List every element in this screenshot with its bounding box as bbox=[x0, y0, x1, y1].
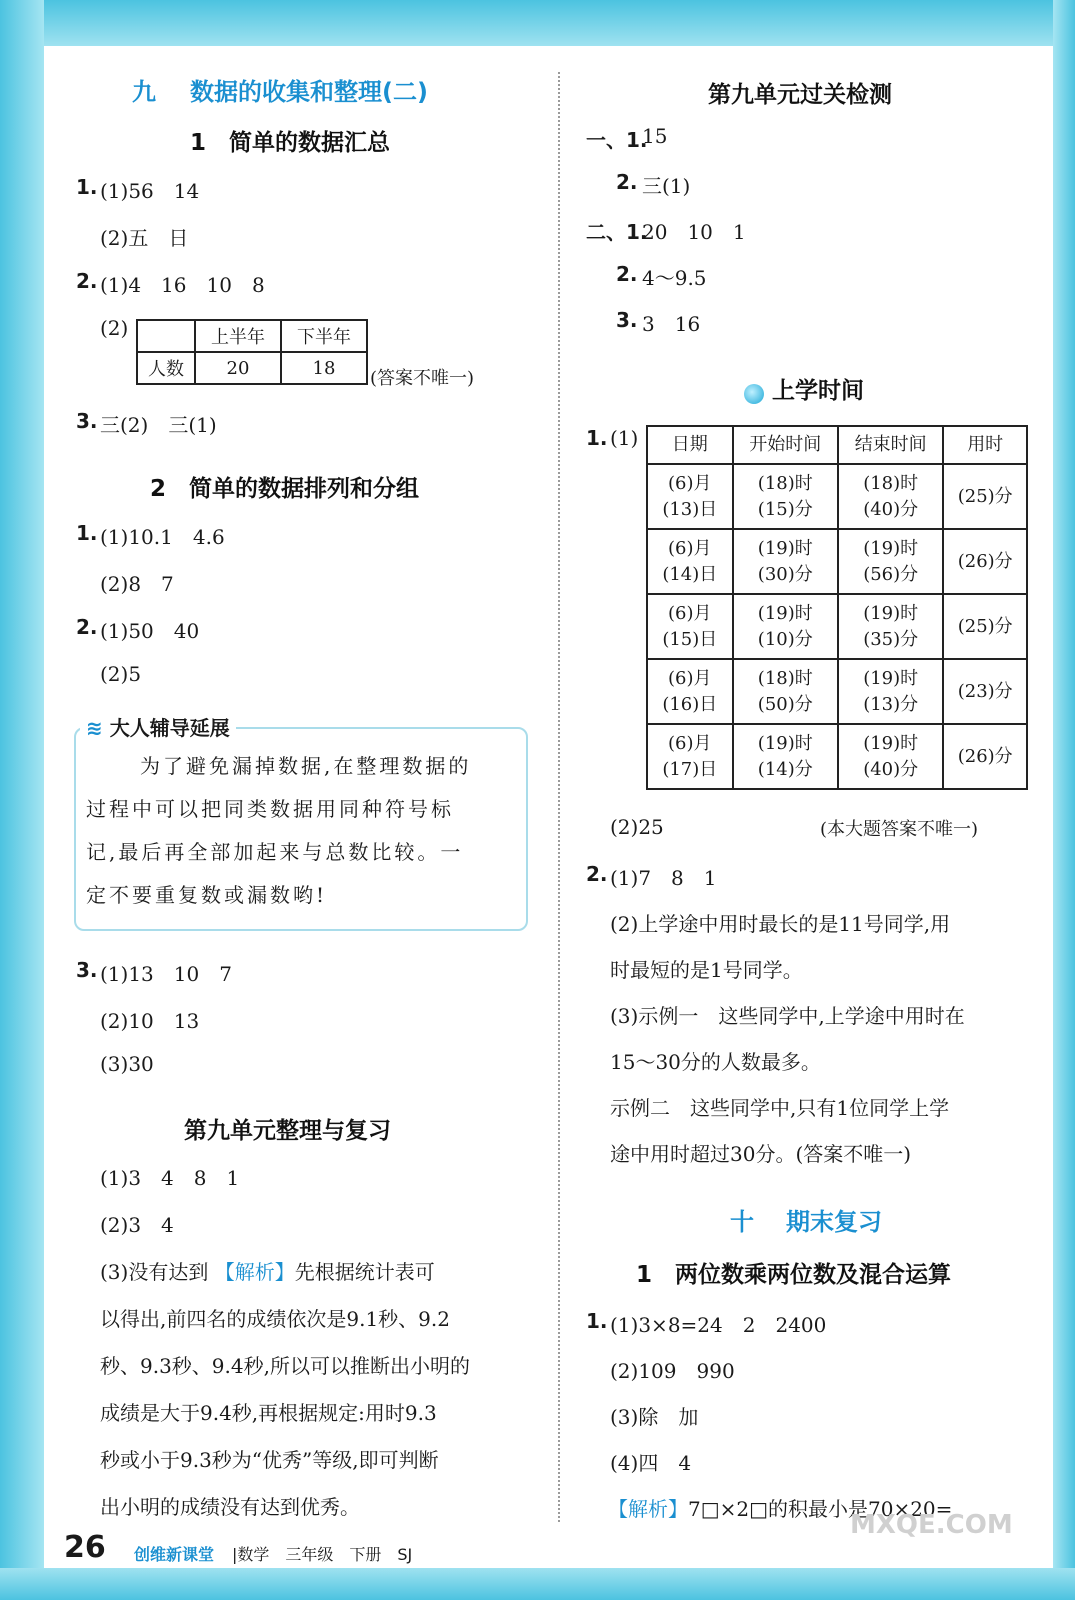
question-number: 1. bbox=[586, 1309, 608, 1333]
question-number: 2. bbox=[76, 615, 98, 639]
chapter-number: 十 bbox=[730, 1208, 754, 1236]
question-number: 2. bbox=[616, 262, 638, 286]
book-info: |数学 三年级 下册 SJ bbox=[232, 1545, 413, 1564]
table-header: 结束时间 bbox=[838, 426, 943, 464]
analysis-tag: 【解析】 bbox=[214, 1260, 295, 1284]
section-title-1: 1 简单的数据汇总 bbox=[190, 130, 391, 156]
table-cell: (18)时 (50)分 bbox=[733, 659, 838, 724]
table-cell bbox=[137, 320, 195, 352]
answer-table-half-year bbox=[136, 319, 368, 385]
tip-line: 定不要重复数或漏数哟! bbox=[86, 883, 328, 907]
answer-line bbox=[610, 1092, 949, 1121]
table-row bbox=[647, 594, 1027, 659]
table-cell: (19)时 (35)分 bbox=[838, 594, 943, 659]
answer-line: (2)5 bbox=[100, 662, 142, 686]
tip-title-text: 大人辅导延展 bbox=[109, 716, 230, 740]
question-number: 3. bbox=[616, 308, 638, 332]
analysis-text: 7□×2□的积最小是70×20= bbox=[688, 1497, 953, 1521]
table-header: 下半年 bbox=[281, 320, 367, 352]
table-cell: (18)时 (40)分 bbox=[838, 464, 943, 529]
table-cell: (19)时 (30)分 bbox=[733, 529, 838, 594]
section-title-review: 第九单元整理与复习 bbox=[184, 1118, 391, 1144]
answer-line: (3)30 bbox=[100, 1052, 154, 1076]
tip-title bbox=[80, 712, 236, 741]
answer-line: (2)五 日 bbox=[100, 226, 189, 250]
answer-line: (2)10 13 bbox=[100, 1009, 200, 1033]
answer-part: (1) bbox=[610, 426, 639, 450]
example-label: (3)示例一 bbox=[610, 1004, 699, 1028]
column-divider bbox=[558, 72, 560, 1522]
section-title-2: 2 简单的数据排列和分组 bbox=[150, 476, 420, 502]
answer-line: 时最短的是1号同学。 bbox=[610, 958, 803, 982]
table-header: 上半年 bbox=[195, 320, 281, 352]
answer-line: (1)4 16 10 8 bbox=[100, 273, 265, 297]
answer-line: (1)3 4 8 1 bbox=[100, 1166, 240, 1190]
page-border-left bbox=[0, 0, 44, 1600]
watermark: MXQE.COM bbox=[850, 1510, 1013, 1540]
table-row-label: 人数 bbox=[137, 352, 195, 384]
answer-line: 15～30分的人数最多。 bbox=[610, 1050, 821, 1074]
analysis-text: 先根据统计表可 bbox=[294, 1260, 435, 1284]
table-header: 开始时间 bbox=[733, 426, 838, 464]
tip-line: 过程中可以把同类数据用同种符号标 bbox=[86, 797, 454, 821]
table-cell: (6)月 (15)日 bbox=[647, 594, 733, 659]
section-heading-school-time bbox=[744, 372, 864, 405]
bullet-circle-icon bbox=[744, 384, 764, 404]
question-number: 3. bbox=[76, 409, 98, 433]
table-cell: (25)分 bbox=[943, 594, 1027, 659]
example-text: 这些同学中,只有1位同学上学 bbox=[690, 1096, 950, 1120]
question-number: 一、1. bbox=[586, 128, 648, 152]
table-header: 日期 bbox=[647, 426, 733, 464]
analysis-tag: 【解析】 bbox=[608, 1497, 688, 1521]
answer-line bbox=[610, 1000, 965, 1029]
table-cell: (19)时 (14)分 bbox=[733, 724, 838, 789]
table-cell: (25)分 bbox=[943, 464, 1027, 529]
answer-note: (答案不唯一) bbox=[370, 368, 475, 389]
table-cell: (23)分 bbox=[943, 659, 1027, 724]
answer-line: (1)56 14 bbox=[100, 179, 200, 203]
table-cell: (19)时 (40)分 bbox=[838, 724, 943, 789]
example-label: 示例二 bbox=[610, 1096, 670, 1120]
test-title: 第九单元过关检测 bbox=[708, 82, 892, 108]
answer-line bbox=[100, 1256, 435, 1285]
answer-note: (本大题答案不唯一) bbox=[820, 819, 979, 840]
question-number: 3. bbox=[76, 958, 98, 982]
page-number: 26 bbox=[64, 1530, 106, 1565]
table-cell: (26)分 bbox=[943, 529, 1027, 594]
table-cell: (26)分 bbox=[943, 724, 1027, 789]
table-cell: 18 bbox=[281, 352, 367, 384]
question-number: 二、1. bbox=[586, 220, 648, 244]
chapter-number: 九 bbox=[132, 78, 156, 106]
page-border-top bbox=[0, 0, 1075, 46]
answer-line: 20 10 1 bbox=[642, 220, 746, 244]
school-time-table bbox=[646, 425, 1028, 790]
brand-name: 创维新课堂 bbox=[134, 1545, 215, 1564]
question-number: 1. bbox=[76, 521, 98, 545]
table-cell: (6)月 (14)日 bbox=[647, 529, 733, 594]
answer-line: (1)3×8=24 2 2400 bbox=[610, 1313, 827, 1337]
question-number: 2. bbox=[76, 269, 98, 293]
analysis-line: 秒、9.3秒、9.4秒,所以可以推断出小明的 bbox=[100, 1354, 470, 1378]
question-number: 2. bbox=[586, 862, 608, 886]
table-cell: (19)时 (13)分 bbox=[838, 659, 943, 724]
answer-line: (2)25 bbox=[610, 815, 664, 839]
question-number: 1. bbox=[76, 175, 98, 199]
page-border-right bbox=[1053, 0, 1075, 1600]
answer-line: 途中用时超过30分。(答案不唯一) bbox=[610, 1142, 912, 1166]
table-cell: (18)时 (15)分 bbox=[733, 464, 838, 529]
table-row bbox=[647, 724, 1027, 789]
answer-line: (2) bbox=[100, 316, 129, 340]
answer-line: (2)109 990 bbox=[610, 1359, 735, 1383]
answer-line: (1)7 8 1 bbox=[610, 866, 717, 890]
answer-line: (1)13 10 7 bbox=[100, 962, 232, 986]
table-cell: (19)时 (10)分 bbox=[733, 594, 838, 659]
wave-icon: ≋ bbox=[86, 716, 103, 740]
answer-text: (3)没有达到 bbox=[100, 1260, 209, 1284]
table-cell: 20 bbox=[195, 352, 281, 384]
tip-line: 为了避免漏掉数据,在整理数据的 bbox=[140, 754, 472, 778]
answer-line: (2)3 4 bbox=[100, 1213, 174, 1237]
analysis-line: 出小明的成绩没有达到优秀。 bbox=[100, 1495, 360, 1519]
question-number: 1. bbox=[586, 426, 608, 450]
analysis-line: 成绩是大于9.4秒,再根据规定:用时9.3 bbox=[100, 1401, 437, 1425]
page-border-bottom bbox=[0, 1568, 1075, 1600]
table-row bbox=[647, 464, 1027, 529]
tip-line: 记,最后再全部加起来与总数比较。一 bbox=[86, 840, 464, 864]
table-cell: (6)月 (16)日 bbox=[647, 659, 733, 724]
answer-line: 3 16 bbox=[642, 312, 701, 336]
table-cell: (19)时 (56)分 bbox=[838, 529, 943, 594]
answer-line: 三(1) bbox=[642, 174, 691, 198]
question-number: 2. bbox=[616, 170, 638, 194]
answer-line: (4)四 4 bbox=[610, 1451, 692, 1475]
analysis-line: 以得出,前四名的成绩依次是9.1秒、9.2 bbox=[100, 1307, 450, 1331]
table-row bbox=[647, 659, 1027, 724]
answer-line: 4～9.5 bbox=[642, 266, 707, 290]
chapter-title: 期末复习 bbox=[786, 1208, 882, 1236]
section-title: 上学时间 bbox=[772, 378, 864, 404]
answer-line: (3)除 加 bbox=[610, 1405, 699, 1429]
answer-line: (2)上学途中用时最长的是11号同学,用 bbox=[610, 912, 951, 936]
analysis-line: 秒或小于9.3秒为“优秀”等级,即可判断 bbox=[100, 1448, 439, 1472]
answer-line: 15 bbox=[642, 124, 668, 148]
table-row bbox=[647, 529, 1027, 594]
table-header: 用时 bbox=[943, 426, 1027, 464]
table-cell: (6)月 (13)日 bbox=[647, 464, 733, 529]
answer-line: 三(2) 三(1) bbox=[100, 413, 217, 437]
table-cell: (6)月 (17)日 bbox=[647, 724, 733, 789]
answer-line: (1)50 40 bbox=[100, 619, 200, 643]
answer-line: (2)8 7 bbox=[100, 572, 174, 596]
answer-line: (1)10.1 4.6 bbox=[100, 525, 225, 549]
example-text: 这些同学中,上学途中用时在 bbox=[718, 1004, 965, 1028]
section-title: 1 两位数乘两位数及混合运算 bbox=[636, 1262, 952, 1288]
chapter-title: 数据的收集和整理(二) bbox=[190, 78, 428, 106]
